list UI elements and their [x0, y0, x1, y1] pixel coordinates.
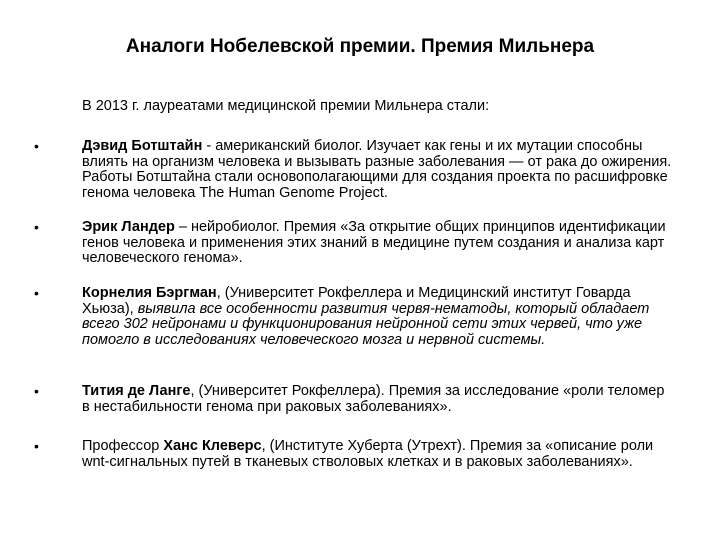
- bullet-icon: •: [34, 285, 39, 301]
- laureate-description: , (Институте Хуберта (Утрехт). Премия за «описание роли wnt-сигнальных путей в тканевых стволовых клетках и в раковых заболеваниях».: [82, 438, 654, 470]
- bullet-icon: •: [34, 438, 39, 454]
- list-item-bargmann: [82, 286, 674, 348]
- laureate-description: выявила все особенности развития червя-нематоды, который обладает всего 302 нейронами и функционирования нейронной сети этих червей, что уже помогло в исследованиях человеческого мозга и нервной системы.: [82, 300, 650, 348]
- laureate-name: Дэвид Ботштайн: [82, 138, 203, 154]
- list-item-de-lange: [82, 384, 674, 415]
- slide-title: Аналоги Нобелевской премии. Премия Мильнера: [125, 36, 595, 57]
- laureate-prefix: Профессор: [82, 438, 164, 454]
- list-item-clevers: [82, 439, 674, 470]
- laureate-name: Эрик Ландер: [82, 219, 175, 235]
- laureate-description: , (Университет Рокфеллера). Премия за исследование «роли теломер в нестабильности генома при раковых заболеваниях».: [82, 383, 665, 415]
- bullet-icon: •: [34, 138, 39, 154]
- list-item-botstein: [82, 139, 674, 201]
- laureate-name: Тития де Ланге: [82, 383, 191, 399]
- laureate-affiliation: , (Университет Рокфеллера и Медицинский институт Говарда Хьюза),: [82, 285, 631, 317]
- laureate-description: – нейробиолог. Премия «За открытие общих принципов идентификации генов человека и применения этих знаний в медицине путем создания и анализа карт человеческого генома».: [82, 219, 666, 267]
- bullet-icon: •: [34, 219, 39, 235]
- list-item-lander: [82, 220, 674, 267]
- laureate-description: - американский биолог. Изучает как гены и их мутации способны влиять на организм человека и вызывать разные заболевания — от рака до ожирения. Работы Ботштайна стали основополагающими для создания проекта по расшифровке генома человека The Human Genome Project.: [82, 138, 672, 201]
- bullet-icon: •: [34, 383, 39, 399]
- laureate-name: Ханс Клеверс: [163, 438, 262, 454]
- intro-text: В 2013 г. лауреатами медицинской премии Мильнера стали:: [82, 98, 490, 114]
- laureate-name: Корнелия Бэргман: [82, 285, 217, 301]
